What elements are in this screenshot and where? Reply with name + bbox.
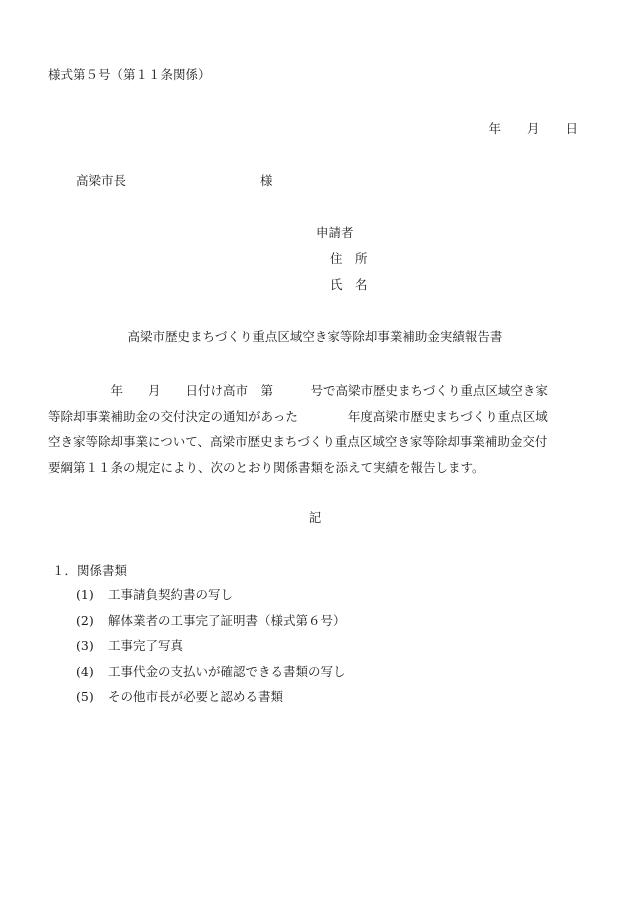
body-line: 空き家等除却事業について、高梁市歴史まちづくり重点区域空き家等除却事業補助金交付: [48, 434, 548, 449]
applicant-label: 申請者: [316, 225, 354, 240]
date-month: 月: [526, 121, 540, 136]
ki-heading: 記: [308, 510, 322, 525]
list-item-text: 解体業者の工事完了証明書（様式第６号）: [108, 612, 346, 628]
document-title: 高梁市歴史まちづくり重点区域空き家等除却事業補助金実績報告書: [127, 329, 503, 344]
body-line: 等除却事業補助金の交付決定の通知があった 年度高梁市歴史まちづくり重点区域: [48, 408, 548, 424]
section-heading: １．関係書類: [52, 563, 128, 578]
date-day: 日: [565, 121, 578, 136]
body-paragraph: [48, 378, 588, 480]
addressee: [76, 173, 273, 189]
list-item: [76, 689, 346, 715]
list-item-text: 工事完了写真: [108, 638, 184, 653]
document-list: [76, 587, 346, 715]
address-label: 住 所: [330, 251, 368, 266]
list-item: [76, 638, 346, 664]
date-line: [488, 121, 578, 137]
addressee-name: 高梁市長: [76, 173, 127, 188]
list-item: [76, 587, 346, 613]
body-line: 要綱第１１条の規定により、次のとおり関係書類を添えて実績を報告します。: [48, 459, 485, 475]
name-label: 氏 名: [330, 277, 368, 292]
list-item-number: (1): [76, 587, 94, 602]
list-item-number: (4): [76, 663, 94, 679]
list-item: [76, 613, 346, 639]
form-number: 様式第５号（第１１条関係）: [48, 67, 211, 82]
list-item-text: 工事請負契約書の写し: [108, 587, 234, 602]
body-line: 年 月 日付け高市 第 号で高梁市歴史まちづくり重点区域空き家: [48, 383, 548, 398]
addressee-honorific: 様: [260, 173, 273, 188]
date-year: 年: [488, 121, 501, 136]
list-item-number: (2): [76, 612, 94, 628]
list-item-text: 工事代金の支払いが確認できる書類の写し: [108, 663, 346, 679]
list-item-number: (3): [76, 638, 94, 653]
list-item: [76, 664, 346, 690]
list-item-text: その他市長が必要と認める書類: [108, 689, 284, 704]
list-item-number: (5): [76, 689, 94, 704]
